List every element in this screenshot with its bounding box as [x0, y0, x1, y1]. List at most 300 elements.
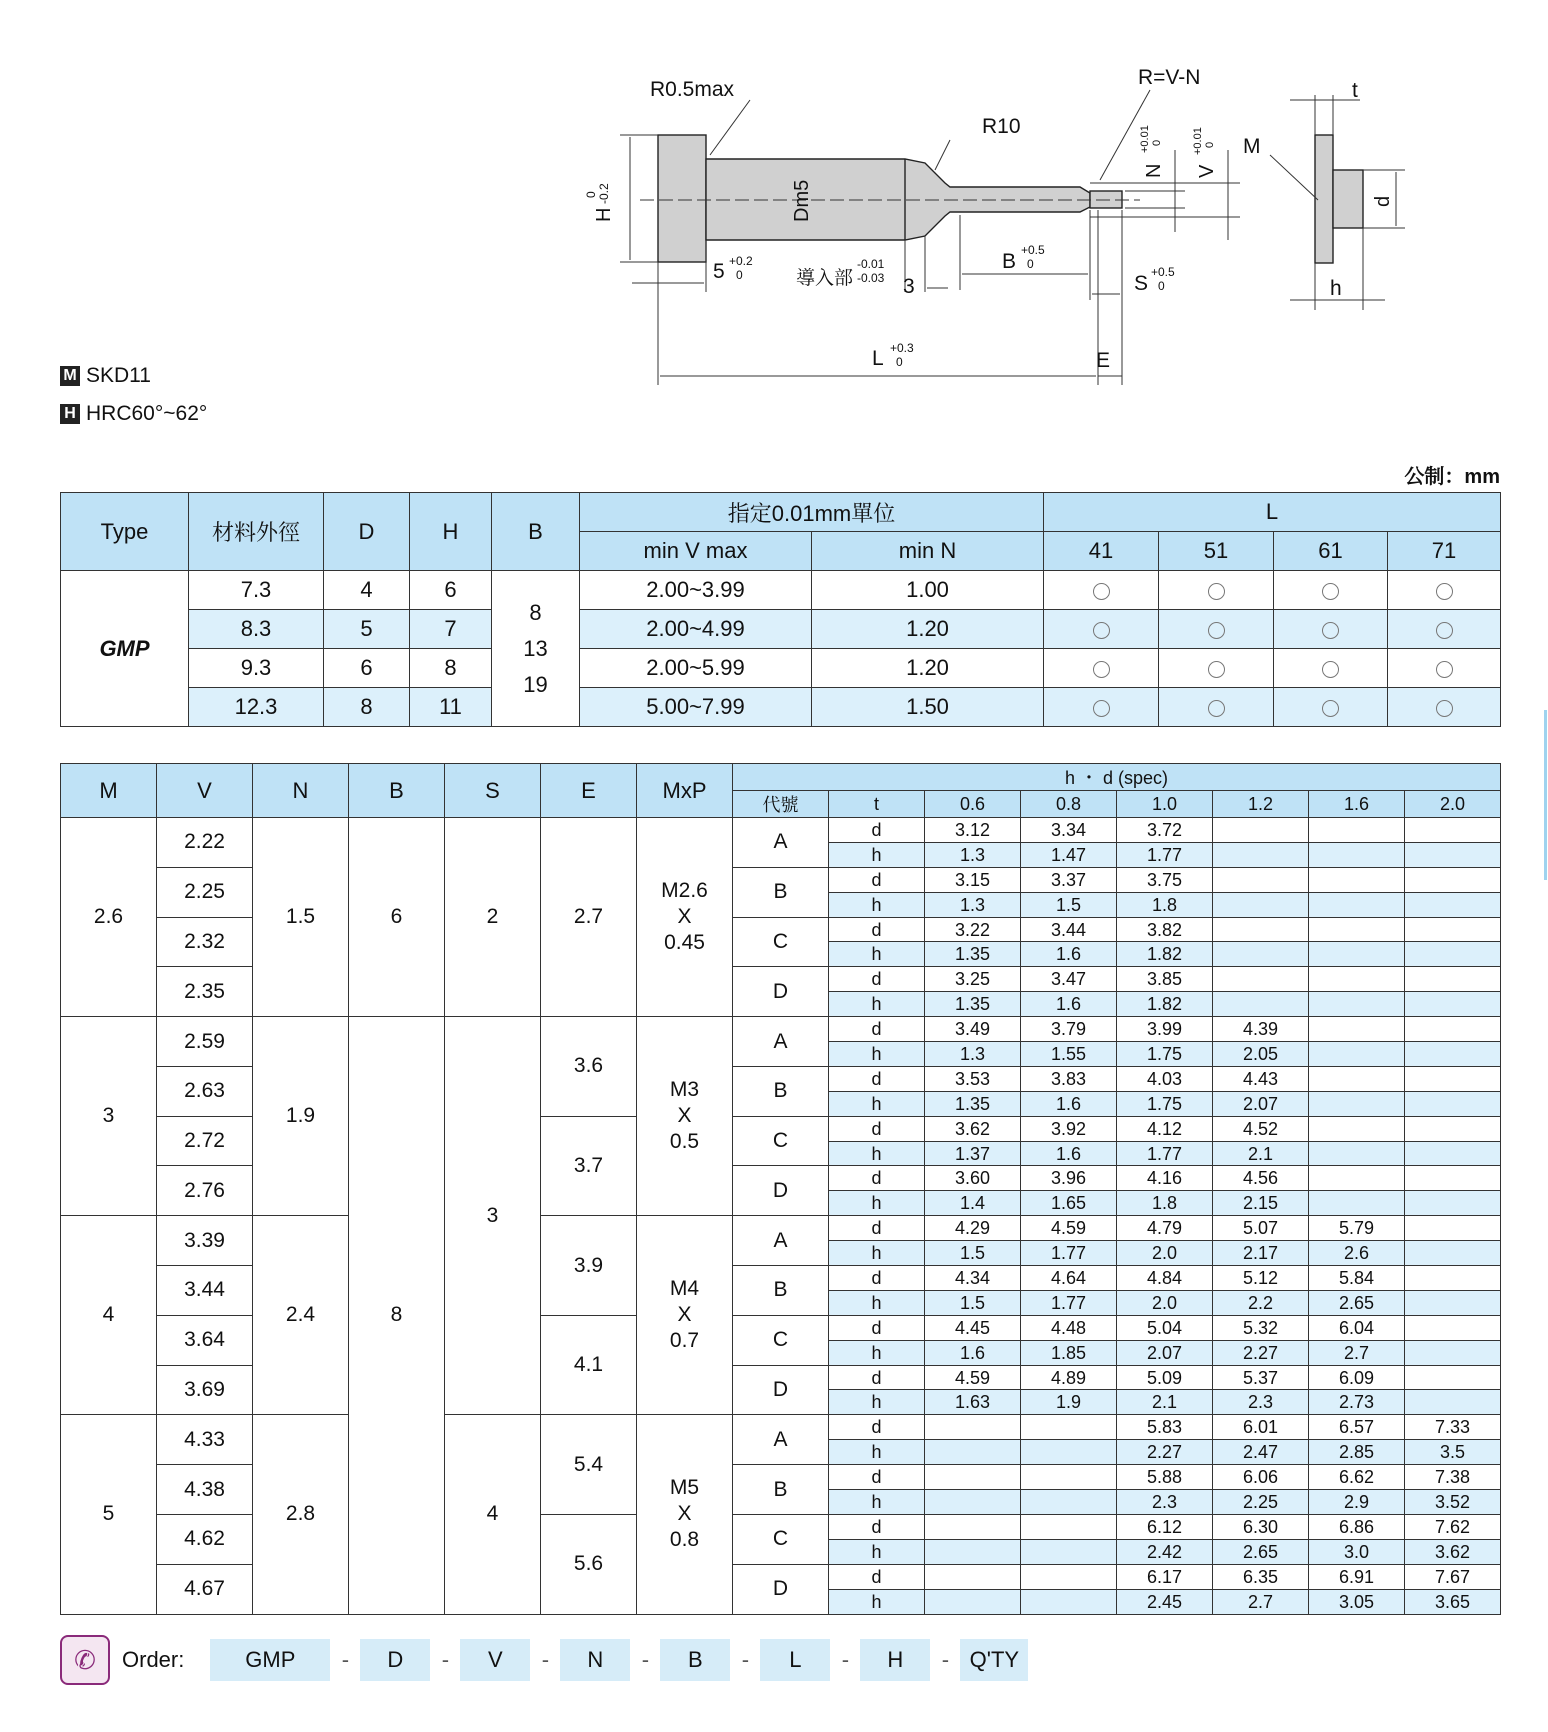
cell-value — [925, 1440, 1021, 1465]
cell-value — [1213, 892, 1309, 917]
header-spec: 指定0.01mm單位 — [580, 493, 1044, 532]
header-v: V — [157, 764, 253, 818]
cell-code: C — [733, 1315, 829, 1365]
cell-value: 4.84 — [1117, 1266, 1213, 1291]
cell-value — [925, 1490, 1021, 1515]
cell-value: 1.77 — [1117, 1141, 1213, 1166]
cell-code: B — [733, 867, 829, 917]
header-t-10: 1.0 — [1117, 791, 1213, 818]
order-separator: - — [641, 1647, 650, 1672]
cell-v: 3.39 — [157, 1216, 253, 1266]
cell-value: 5.37 — [1213, 1365, 1309, 1390]
cell-code: D — [733, 967, 829, 1017]
cell-value — [1405, 842, 1501, 867]
cell-value — [1309, 1017, 1405, 1042]
cell-n: 1.5 — [253, 818, 349, 1017]
cell-v: 3.44 — [157, 1266, 253, 1316]
cell-value: 3.83 — [1021, 1066, 1117, 1091]
cell-t-label: h — [829, 1490, 925, 1515]
order-item: L — [760, 1639, 830, 1681]
cell-code: B — [733, 1066, 829, 1116]
cell-m: 5 — [61, 1415, 157, 1614]
cell-value — [1405, 892, 1501, 917]
cell-t-label: d — [829, 1465, 925, 1490]
cell-value — [1405, 1340, 1501, 1365]
cell-value — [1405, 967, 1501, 992]
cell-code: B — [733, 1266, 829, 1316]
order-item: GMP — [210, 1639, 330, 1681]
cell-code: A — [733, 1415, 829, 1465]
availability-cell — [1159, 610, 1274, 649]
availability-cell — [1159, 649, 1274, 688]
cell-value: 6.09 — [1309, 1365, 1405, 1390]
cell-value: 1.82 — [1117, 992, 1213, 1017]
availability-cell — [1388, 571, 1501, 610]
label-v: V — [1196, 164, 1218, 178]
circle-icon — [1436, 661, 1453, 678]
cell-value — [925, 1539, 1021, 1564]
availability-cell — [1044, 610, 1159, 649]
cell-value: 7.38 — [1405, 1465, 1501, 1490]
header-minvmax: min V max — [580, 532, 812, 571]
cell-v: 4.62 — [157, 1514, 253, 1564]
label-l-tol-up: +0.3 — [890, 341, 914, 355]
cell-value — [1021, 1490, 1117, 1515]
mxp-line: M4 — [669, 1277, 700, 1301]
cell-value: 2.17 — [1213, 1241, 1309, 1266]
cell-value — [925, 1415, 1021, 1440]
cell-v: 2.22 — [157, 818, 253, 868]
cell-value: 1.8 — [1117, 1191, 1213, 1216]
header-b2: B — [349, 764, 445, 818]
cell-value: 3.05 — [1309, 1589, 1405, 1614]
label-b-tol-up: +0.5 — [1021, 243, 1045, 257]
circle-icon — [1322, 583, 1339, 600]
cell-value — [1405, 818, 1501, 843]
b-value: 13 — [523, 635, 548, 661]
cell-value: 2.73 — [1309, 1390, 1405, 1415]
cell-value: 4.29 — [925, 1216, 1021, 1241]
availability-cell — [1159, 688, 1274, 727]
cell-s: 3 — [445, 1017, 541, 1415]
cell-value: 1.75 — [1117, 1042, 1213, 1067]
order-separator: - — [441, 1647, 450, 1672]
header-t-20: 2.0 — [1405, 791, 1501, 818]
cell-h: 8 — [410, 649, 492, 688]
cell-t-label: h — [829, 1091, 925, 1116]
circle-icon — [1436, 622, 1453, 639]
cell-value: 1.65 — [1021, 1191, 1117, 1216]
cell-value: 3.12 — [925, 818, 1021, 843]
label-5-tol-up: +0.2 — [729, 254, 753, 268]
cell-value: 2.3 — [1213, 1390, 1309, 1415]
label-n-tol-dn: 0 — [1151, 139, 1163, 146]
order-item: V — [460, 1639, 530, 1681]
mxp-line: X — [677, 1502, 692, 1526]
cell-m: 2.6 — [61, 818, 157, 1017]
cell-value: 1.5 — [1021, 892, 1117, 917]
material-text: SKD11 — [86, 364, 151, 387]
cell-value: 1.77 — [1021, 1290, 1117, 1315]
circle-icon — [1322, 700, 1339, 717]
cell-value: 1.55 — [1021, 1042, 1117, 1067]
label-5-tol-dn: 0 — [736, 268, 743, 282]
cell-m: 4 — [61, 1216, 157, 1415]
availability-cell — [1044, 571, 1159, 610]
cell-e: 2.7 — [541, 818, 637, 1017]
cell-v: 2.32 — [157, 917, 253, 967]
cell-t-label: h — [829, 1191, 925, 1216]
cell-value — [1021, 1564, 1117, 1589]
cell-value: 2.7 — [1309, 1340, 1405, 1365]
cell-value: 2.0 — [1117, 1290, 1213, 1315]
cell-value: 1.5 — [925, 1241, 1021, 1266]
cell-value: 4.59 — [925, 1365, 1021, 1390]
cell-d: 4 — [324, 571, 410, 610]
cell-value — [1309, 842, 1405, 867]
cell-value — [1405, 1017, 1501, 1042]
cell-t-label: d — [829, 1216, 925, 1241]
cell-value: 6.17 — [1117, 1564, 1213, 1589]
cell-value: 1.77 — [1117, 842, 1213, 867]
cell-value: 1.35 — [925, 942, 1021, 967]
cell-value: 6.86 — [1309, 1514, 1405, 1539]
cell-value: 6.06 — [1213, 1465, 1309, 1490]
cell-value: 1.6 — [1021, 1141, 1117, 1166]
header-l-61: 61 — [1274, 532, 1388, 571]
cell-e: 3.7 — [541, 1116, 637, 1216]
cell-value: 1.5 — [925, 1290, 1021, 1315]
cell-value: 4.45 — [925, 1315, 1021, 1340]
header-minn: min N — [812, 532, 1044, 571]
label-5: 5 — [713, 260, 725, 283]
cell-code: C — [733, 1116, 829, 1166]
cell-t-label: d — [829, 1017, 925, 1042]
cell-value: 2.05 — [1213, 1042, 1309, 1067]
cell-value: 1.75 — [1117, 1091, 1213, 1116]
cell-value: 2.47 — [1213, 1440, 1309, 1465]
availability-cell — [1274, 688, 1388, 727]
cell-value: 2.27 — [1117, 1440, 1213, 1465]
cell-code: A — [733, 818, 829, 868]
cell-value: 2.0 — [1117, 1241, 1213, 1266]
cell-t-label: d — [829, 1514, 925, 1539]
cell-value: 3.65 — [1405, 1589, 1501, 1614]
mxp-line: X — [677, 1104, 692, 1128]
label-s-tol-up: +0.5 — [1151, 265, 1175, 279]
unit-label: 公制：mm — [1404, 466, 1500, 488]
cell-value: 1.63 — [925, 1390, 1021, 1415]
cell-v: 4.33 — [157, 1415, 253, 1465]
cell-mxp — [637, 1415, 733, 1614]
cell-v-range: 2.00~5.99 — [580, 649, 812, 688]
cell-t-label: h — [829, 842, 925, 867]
cell-value: 2.07 — [1213, 1091, 1309, 1116]
label-v-tol-dn: 0 — [1204, 141, 1216, 148]
cell-value — [1405, 917, 1501, 942]
cell-t-label: h — [829, 1141, 925, 1166]
cell-value — [1405, 992, 1501, 1017]
order-item: H — [860, 1639, 930, 1681]
dimension-table — [60, 763, 1501, 1615]
circle-icon — [1436, 700, 1453, 717]
cell-n: 1.9 — [253, 1017, 349, 1216]
cell-value: 2.07 — [1117, 1340, 1213, 1365]
cell-mxp — [637, 1017, 733, 1216]
cell-value: 3.85 — [1117, 967, 1213, 992]
cell-value: 3.52 — [1405, 1490, 1501, 1515]
cell-value: 1.85 — [1021, 1340, 1117, 1365]
order-separator: - — [741, 1647, 750, 1672]
cell-value: 3.37 — [1021, 867, 1117, 892]
label-t: t — [1352, 79, 1358, 102]
cell-value: 3.62 — [1405, 1539, 1501, 1564]
cell-v: 2.63 — [157, 1066, 253, 1116]
cell-value: 2.27 — [1213, 1340, 1309, 1365]
cell-v-range: 5.00~7.99 — [580, 688, 812, 727]
cell-material: 8.3 — [189, 610, 324, 649]
availability-cell — [1159, 571, 1274, 610]
cell-value: 4.64 — [1021, 1266, 1117, 1291]
cell-value — [1309, 892, 1405, 917]
availability-cell — [1388, 688, 1501, 727]
label-l: L — [872, 347, 884, 370]
circle-icon — [1093, 661, 1110, 678]
cell-value: 2.15 — [1213, 1191, 1309, 1216]
cell-value — [1309, 1166, 1405, 1191]
side-view-flange — [1315, 135, 1333, 263]
cell-value: 5.88 — [1117, 1465, 1213, 1490]
cell-value: 1.8 — [1117, 892, 1213, 917]
cell-material: 9.3 — [189, 649, 324, 688]
cell-v-range: 2.00~4.99 — [580, 610, 812, 649]
mxp-line: X — [677, 905, 692, 929]
cell-value: 3.92 — [1021, 1116, 1117, 1141]
cell-value: 3.0 — [1309, 1539, 1405, 1564]
label-s-tol-dn: 0 — [1158, 279, 1165, 293]
order-item: Q'TY — [960, 1639, 1028, 1681]
cell-value: 3.79 — [1021, 1017, 1117, 1042]
header-h: H — [410, 493, 492, 571]
b-value: 19 — [523, 671, 548, 697]
circle-icon — [1208, 583, 1225, 600]
cell-value: 3.62 — [925, 1116, 1021, 1141]
cell-t-label: d — [829, 1315, 925, 1340]
label-l-tol-dn: 0 — [896, 355, 903, 369]
cell-value: 3.82 — [1117, 917, 1213, 942]
cell-e: 3.9 — [541, 1216, 637, 1316]
label-r10: R10 — [982, 115, 1021, 138]
cell-code: A — [733, 1017, 829, 1067]
cell-value — [925, 1514, 1021, 1539]
b-value: 8 — [529, 599, 542, 625]
cell-value — [1309, 967, 1405, 992]
mxp-line: 0.45 — [664, 931, 705, 955]
technical-drawing — [0, 0, 1548, 450]
cell-value: 3.75 — [1117, 867, 1213, 892]
cell-value — [1405, 942, 1501, 967]
cell-n: 2.8 — [253, 1415, 349, 1614]
cell-value: 1.3 — [925, 892, 1021, 917]
cell-mxp — [637, 818, 733, 1017]
cell-code: D — [733, 1365, 829, 1415]
mxp-line: 0.5 — [669, 1130, 700, 1154]
cell-value — [925, 1589, 1021, 1614]
cell-value: 2.6 — [1309, 1241, 1405, 1266]
cell-h: 7 — [410, 610, 492, 649]
cell-t-label: h — [829, 1042, 925, 1067]
cell-value: 7.62 — [1405, 1514, 1501, 1539]
cell-d: 5 — [324, 610, 410, 649]
side-view-hub — [1333, 170, 1363, 228]
dimension-row — [61, 818, 1501, 843]
cell-value: 4.43 — [1213, 1066, 1309, 1091]
cell-e: 3.6 — [541, 1017, 637, 1117]
label-v-tol-up: +0.01 — [1192, 127, 1204, 155]
order-separator: - — [941, 1647, 950, 1672]
cell-t-label: d — [829, 818, 925, 843]
cell-value: 6.30 — [1213, 1514, 1309, 1539]
cell-value: 4.34 — [925, 1266, 1021, 1291]
cell-value — [1309, 1091, 1405, 1116]
header-e: E — [541, 764, 637, 818]
cell-value: 1.77 — [1021, 1241, 1117, 1266]
cell-value — [1021, 1465, 1117, 1490]
circle-icon — [1093, 583, 1110, 600]
header-code: 代號 — [733, 791, 829, 818]
cell-t-label: d — [829, 917, 925, 942]
order-item: N — [560, 1639, 630, 1681]
cell-value: 5.12 — [1213, 1266, 1309, 1291]
cell-value: 1.4 — [925, 1191, 1021, 1216]
cell-value — [1405, 1365, 1501, 1390]
cell-value: 6.91 — [1309, 1564, 1405, 1589]
cell-value: 5.79 — [1309, 1216, 1405, 1241]
cell-value: 5.04 — [1117, 1315, 1213, 1340]
cell-value — [1021, 1514, 1117, 1539]
cell-t-label: d — [829, 1266, 925, 1291]
cell-value: 4.79 — [1117, 1216, 1213, 1241]
cell-value: 3.60 — [925, 1166, 1021, 1191]
cell-value — [1405, 1315, 1501, 1340]
label-s: S — [1134, 272, 1149, 295]
cell-value: 6.62 — [1309, 1465, 1405, 1490]
label-m: M — [1243, 135, 1261, 158]
cell-value — [1309, 1042, 1405, 1067]
cell-value: 2.42 — [1117, 1539, 1213, 1564]
cell-value: 3.34 — [1021, 818, 1117, 843]
mxp-line: M3 — [669, 1078, 700, 1102]
cell-value: 6.57 — [1309, 1415, 1405, 1440]
cell-value: 4.48 — [1021, 1315, 1117, 1340]
dimension-row — [61, 1415, 1501, 1440]
material-line — [60, 364, 151, 388]
label-e: E — [1096, 349, 1111, 372]
dimension-row — [61, 1216, 1501, 1241]
availability-cell — [1388, 610, 1501, 649]
cell-value: 3.49 — [925, 1017, 1021, 1042]
cell-value: 2.7 — [1213, 1589, 1309, 1614]
cell-value — [925, 1564, 1021, 1589]
cell-value — [1213, 842, 1309, 867]
mxp-line: 0.8 — [669, 1528, 700, 1552]
hardness-text: HRC60°~62° — [86, 402, 208, 425]
cell-b-values — [492, 571, 580, 727]
cell-value: 3.5 — [1405, 1440, 1501, 1465]
cell-v: 2.59 — [157, 1017, 253, 1067]
cell-min-n: 1.20 — [812, 649, 1044, 688]
header-t-16: 1.6 — [1309, 791, 1405, 818]
cell-n: 2.4 — [253, 1216, 349, 1415]
cell-value: 7.67 — [1405, 1564, 1501, 1589]
cell-t-label: h — [829, 1589, 925, 1614]
header-t-12: 1.2 — [1213, 791, 1309, 818]
cell-value — [1405, 1066, 1501, 1091]
circle-icon — [1208, 700, 1225, 717]
cell-v: 3.64 — [157, 1315, 253, 1365]
cell-code: D — [733, 1564, 829, 1614]
mxp-line: X — [677, 1303, 692, 1327]
cell-value: 5.83 — [1117, 1415, 1213, 1440]
header-d: D — [324, 493, 410, 571]
cell-value: 3.44 — [1021, 917, 1117, 942]
spec-row — [61, 610, 1501, 649]
cell-d: 8 — [324, 688, 410, 727]
cell-value — [1213, 917, 1309, 942]
spec-row — [61, 571, 1501, 610]
cell-value — [1405, 1266, 1501, 1291]
cell-value — [1213, 818, 1309, 843]
cell-value — [1405, 1191, 1501, 1216]
phone-icon: ✆ — [60, 1635, 110, 1685]
cell-value — [1405, 1116, 1501, 1141]
order-bar — [60, 1636, 1028, 1684]
label-3: 3 — [903, 275, 915, 298]
spec-row — [61, 649, 1501, 688]
type-name: GMP — [61, 571, 189, 727]
cell-value: 6.35 — [1213, 1564, 1309, 1589]
cell-code: B — [733, 1465, 829, 1515]
cell-value — [1309, 1066, 1405, 1091]
cell-value: 4.39 — [1213, 1017, 1309, 1042]
cell-value — [1213, 867, 1309, 892]
cell-value: 7.33 — [1405, 1415, 1501, 1440]
circle-icon — [1322, 622, 1339, 639]
label-n-tol-up: +0.01 — [1139, 125, 1151, 153]
cell-value: 3.53 — [925, 1066, 1021, 1091]
cell-value — [1021, 1415, 1117, 1440]
cell-value: 1.35 — [925, 992, 1021, 1017]
cell-value — [1309, 867, 1405, 892]
circle-icon — [1436, 583, 1453, 600]
cell-value: 1.6 — [1021, 942, 1117, 967]
cell-value: 2.3 — [1117, 1490, 1213, 1515]
cell-value — [1405, 867, 1501, 892]
cell-value: 1.3 — [925, 1042, 1021, 1067]
cell-v: 4.67 — [157, 1564, 253, 1614]
cell-value — [925, 1465, 1021, 1490]
label-h-small: h — [1330, 277, 1342, 300]
cell-value — [1213, 967, 1309, 992]
header-l-51: 51 — [1159, 532, 1274, 571]
order-separator: - — [341, 1647, 350, 1672]
cell-code: C — [733, 1514, 829, 1564]
cell-value: 2.1 — [1213, 1141, 1309, 1166]
cell-t-label: h — [829, 892, 925, 917]
cell-b: 6 — [349, 818, 445, 1017]
header-t: t — [829, 791, 925, 818]
circle-icon — [1093, 622, 1110, 639]
